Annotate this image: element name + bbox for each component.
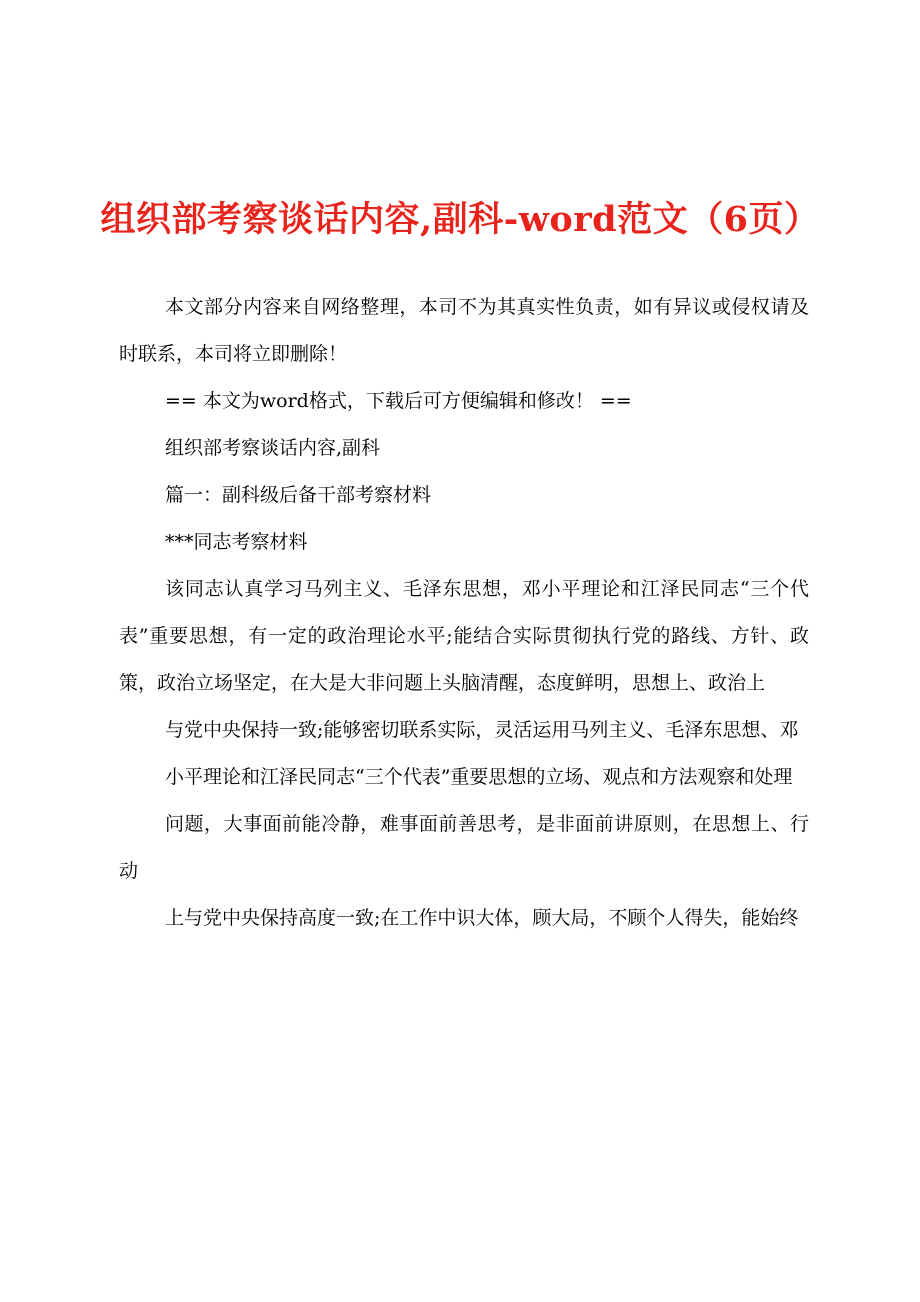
document-body [119,284,809,942]
paragraph-body: 与党中央保持一致;能够密切联系实际，灵活运用马列主义、毛泽东思想、邓 [165,719,799,741]
paragraph-material-heading: ***同志考察材料 [165,531,308,553]
paragraph-body: 上与党中央保持高度一致;在工作中识大体，顾大局，不顾个人得失，能始终 [165,907,799,929]
paragraph-body: 问题，大事面前能冷静，难事面前善思考，是非面前讲原则，在思想上、行动 [119,813,809,882]
paragraph-format-note: == 本文为word格式，下载后可方便编辑和修改！ == [165,390,632,412]
paragraph-disclaimer: 本文部分内容来自网络整理，本司不为其真实性负责，如有异议或侵权请及时联系，本司将立即删除！ [119,296,809,365]
paragraph-chapter-heading: 篇一：副科级后备干部考察材料 [165,484,432,506]
paragraph-subtitle: 组织部考察谈话内容,副科 [165,437,381,459]
document-title: 组织部考察谈话内容,副科-word范文（6页） [100,199,820,240]
paragraph-body: 小平理论和江泽民同志“三个代表”重要思想的立场、观点和方法观察和处理 [165,766,793,788]
paragraph-body: 该同志认真学习马列主义、毛泽东思想，邓小平理论和江泽民同志“三个代表”重要思想，有一定的政治理论水平;能结合实际贯彻执行党的路线、方针、政策，政治立场坚定，在大是大非问题上头脑清醒，态度鲜明，思想上、政治上 [119,578,809,694]
